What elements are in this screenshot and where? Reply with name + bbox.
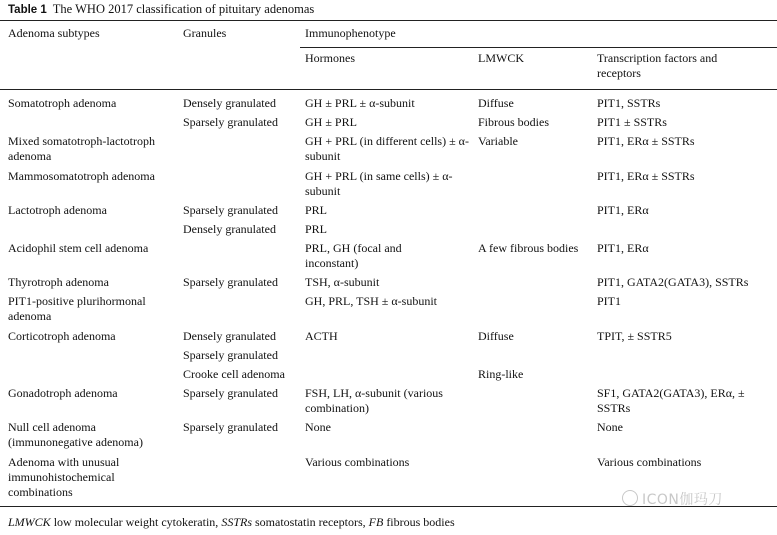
row-transcription-factors: PIT1, GATA2(GATA3), SSTRs bbox=[597, 275, 749, 289]
row-subtype: Mammosomatotroph adenoma bbox=[8, 169, 155, 183]
row-transcription-factors: PIT1, ERα bbox=[597, 241, 649, 255]
row-subtype: Gonadotroph adenoma bbox=[8, 386, 118, 400]
header-hormones: Hormones bbox=[305, 51, 355, 65]
header-rule bbox=[0, 89, 777, 90]
footnote-def: low molecular weight cytokeratin, bbox=[50, 515, 222, 529]
row-lmwck: A few fibrous bodies bbox=[478, 241, 579, 255]
top-rule bbox=[0, 20, 777, 21]
footnote-abbr: FB bbox=[368, 515, 384, 529]
header-subtypes: Adenoma subtypes bbox=[8, 26, 100, 40]
row-transcription-factors: Various combinations bbox=[597, 455, 702, 469]
row-granules: Crooke cell adenoma bbox=[183, 367, 285, 381]
row-hormones: GH ± PRL bbox=[305, 115, 357, 129]
table-caption bbox=[8, 2, 314, 17]
row-transcription-factors: SF1, GATA2(GATA3), ERα, ± SSTRs bbox=[597, 386, 745, 415]
row-transcription-factors: PIT1, ERα ± SSTRs bbox=[597, 134, 695, 148]
footnote-def: somatostatin receptors, bbox=[252, 515, 369, 529]
row-granules: Densely granulated bbox=[183, 222, 276, 236]
row-granules: Sparsely granulated bbox=[183, 275, 278, 289]
row-hormones: GH, PRL, TSH ± α-subunit bbox=[305, 294, 437, 308]
row-transcription-factors: PIT1, ERα bbox=[597, 203, 649, 217]
row-granules: Sparsely granulated bbox=[183, 348, 278, 362]
row-transcription-factors: PIT1 ± SSTRs bbox=[597, 115, 667, 129]
row-lmwck: Fibrous bodies bbox=[478, 115, 550, 129]
row-granules: Densely granulated bbox=[183, 96, 276, 110]
header-lmwck: LMWCK bbox=[478, 51, 524, 65]
row-subtype: Lactotroph adenoma bbox=[8, 203, 107, 217]
footnote-def: fibrous bodies bbox=[383, 515, 455, 529]
row-hormones: GH ± PRL ± α-subunit bbox=[305, 96, 415, 110]
table-title: The WHO 2017 classification of pituitary adenomas bbox=[52, 2, 315, 16]
header-transcription-factors: Transcription factors and receptors bbox=[597, 51, 718, 80]
row-transcription-factors: PIT1, ERα ± SSTRs bbox=[597, 169, 695, 183]
header-immunophenotype: Immunophenotype bbox=[305, 26, 396, 40]
watermark bbox=[622, 489, 723, 509]
row-hormones: PRL bbox=[305, 203, 328, 217]
row-granules: Sparsely granulated bbox=[183, 115, 278, 129]
row-lmwck: Diffuse bbox=[478, 329, 514, 343]
row-granules: Sparsely granulated bbox=[183, 203, 278, 217]
row-subtype: Mixed somatotroph-lactotroph adenoma bbox=[8, 134, 155, 163]
table-footnote bbox=[8, 515, 455, 530]
row-subtype: Null cell adenoma (immunonegative adenoma) bbox=[8, 420, 143, 449]
row-transcription-factors: TPIT, ± SSTR5 bbox=[597, 329, 672, 343]
row-lmwck: Ring-like bbox=[478, 367, 524, 381]
row-transcription-factors: PIT1, SSTRs bbox=[597, 96, 661, 110]
footnote-abbr: LMWCK bbox=[8, 515, 51, 529]
row-granules: Sparsely granulated bbox=[183, 386, 278, 400]
row-transcription-factors: PIT1 bbox=[597, 294, 621, 308]
row-hormones: GH + PRL (in same cells) ± α-subunit bbox=[305, 169, 453, 198]
row-subtype: Somatotroph adenoma bbox=[8, 96, 117, 110]
row-subtype: Corticotroph adenoma bbox=[8, 329, 116, 343]
row-hormones: PRL bbox=[305, 222, 328, 236]
table-label: Table 1 bbox=[8, 4, 47, 16]
row-subtype: PIT1-positive plurihormonal adenoma bbox=[8, 294, 146, 323]
row-hormones: GH + PRL (in different cells) ± α-subunit bbox=[305, 134, 469, 163]
row-subtype: Adenoma with unusual immunohistochemical combinations bbox=[8, 455, 120, 499]
row-hormones: Various combinations bbox=[305, 455, 410, 469]
subheader-rule bbox=[300, 47, 777, 48]
wechat-icon bbox=[622, 490, 638, 506]
row-lmwck: Diffuse bbox=[478, 96, 514, 110]
header-granules: Granules bbox=[183, 26, 227, 40]
row-hormones: TSH, α-subunit bbox=[305, 275, 380, 289]
row-granules: Densely granulated bbox=[183, 329, 276, 343]
row-subtype: Thyrotroph adenoma bbox=[8, 275, 109, 289]
row-hormones: FSH, LH, α-subunit (various combination) bbox=[305, 386, 443, 415]
row-granules: Sparsely granulated bbox=[183, 420, 278, 434]
watermark-text: ICON伽玛刀 bbox=[642, 492, 723, 508]
row-hormones: None bbox=[305, 420, 331, 434]
footnote-abbr: SSTRs bbox=[221, 515, 252, 529]
row-hormones: PRL, GH (focal and inconstant) bbox=[305, 241, 402, 270]
row-subtype: Acidophil stem cell adenoma bbox=[8, 241, 149, 255]
row-transcription-factors: None bbox=[597, 420, 623, 434]
row-lmwck: Variable bbox=[478, 134, 518, 148]
row-hormones: ACTH bbox=[305, 329, 338, 343]
